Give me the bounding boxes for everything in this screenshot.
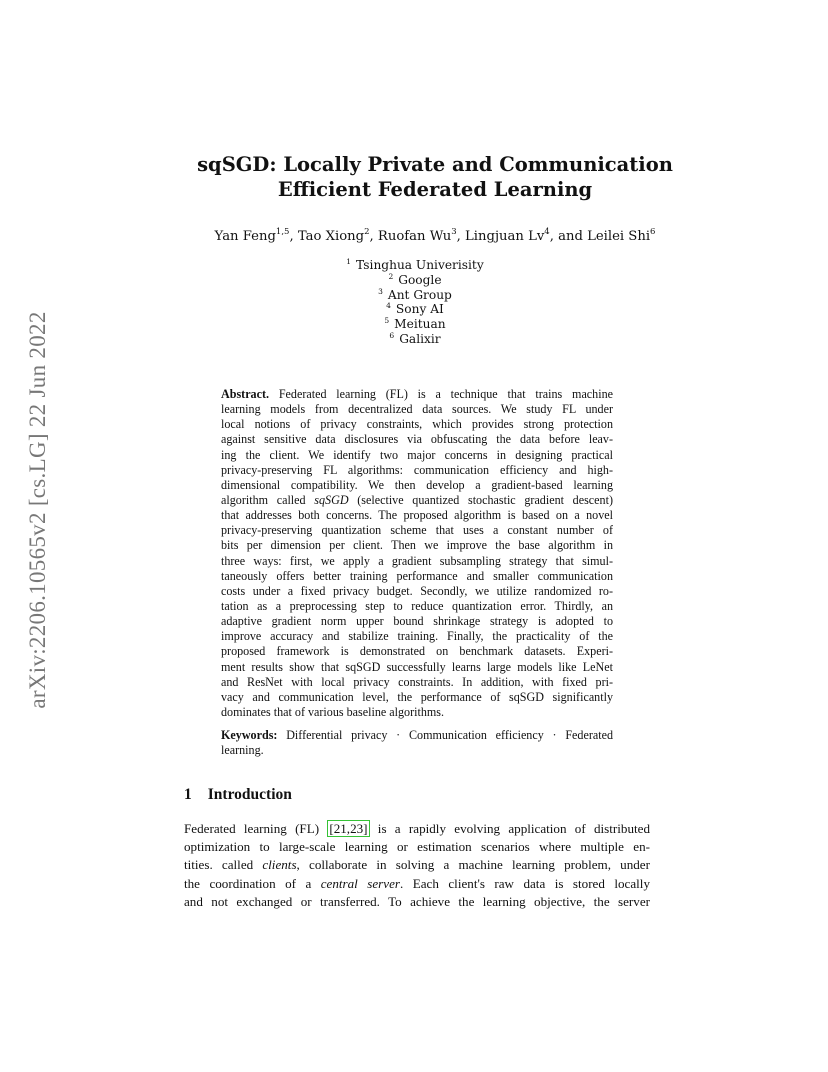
intro-line [184, 820, 650, 838]
keywords [221, 728, 613, 758]
affiliation [300, 317, 530, 332]
author-list [140, 229, 730, 244]
affiliation-name: Google [398, 272, 442, 287]
author-affil-mark: 6 [650, 227, 656, 237]
abstract-line: adaptive gradient norm upper bound shrinkage strategy is adopted to [221, 614, 613, 629]
affiliation-name: Tsinghua Univerisity [356, 258, 484, 272]
affiliation [300, 288, 530, 303]
section-title: Introduction [207, 786, 292, 803]
keywords-text: Differential privacy · Communication efficiency · Federated [277, 728, 613, 742]
abstract-line: proposed framework is demonstrated on benchmark datasets. Experi- [221, 644, 613, 659]
abstract-line: and ResNet with local privacy constraints. In addition, with fixed pri- [221, 674, 613, 689]
abstract-line [221, 387, 613, 402]
intro-text: is a rapidly evolving application of distributed [369, 821, 650, 836]
section-number: 1 [184, 786, 192, 803]
affiliation-name: Galixir [399, 331, 441, 346]
author-separator: , [289, 229, 298, 244]
keywords-label: Keywords: [221, 728, 278, 742]
abstract-line-text: Federated learning (FL) is a technique that trains machine [269, 387, 613, 401]
affiliation [300, 273, 530, 288]
abstract-line: against sensitive data disclosures via obfuscating the data before leav- [221, 432, 613, 447]
affiliation-number: 1 [346, 257, 352, 266]
intro-paragraph [184, 820, 650, 911]
author-affil-mark: 1,5 [275, 227, 290, 237]
intro-text: , collaborate in solving a machine learning problem, under [296, 857, 650, 873]
affiliation [300, 258, 530, 273]
citation-link[interactable]: [21,23] [329, 821, 368, 836]
affiliation-number: 2 [388, 271, 394, 281]
abstract-line: ing the client. We identify two major concerns in designing practical [221, 447, 613, 462]
intro-emphasis: central server [320, 875, 401, 891]
author-name: Lingjuan Lv [465, 229, 545, 244]
affiliation-name: Meituan [394, 317, 446, 332]
abstract-line: privacy-preserving FL algorithms: communication efficiency and high- [221, 462, 613, 477]
author-name: Leilei Shi [587, 229, 651, 244]
author-affil-mark: 2 [364, 227, 370, 237]
author-name: Yan Feng [214, 229, 276, 244]
abstract-line: three ways: first, we apply a gradient subsampling strategy that simul- [221, 553, 613, 568]
affiliation [300, 332, 530, 347]
affiliation-number: 6 [389, 330, 395, 340]
intro-emphasis: clients [262, 857, 297, 873]
affiliation [300, 302, 530, 317]
abstract-line: learning models from decentralized data sources. We study FL under [221, 402, 613, 417]
author-separator: , [369, 229, 378, 244]
abstract-line: bits per dimension per client. Then we improve the base algorithm in [221, 538, 613, 553]
abstract-line: algorithm called sqSGD (selective quantized stochastic gradient descent) [221, 492, 613, 507]
paper-title [150, 152, 720, 202]
author-name: Tao Xiong [297, 229, 365, 244]
abstract-line: dominates that of various baseline algorithms. [221, 704, 445, 719]
author-separator: , and [549, 229, 588, 244]
intro-text: . Each client's raw data is stored locally [400, 875, 650, 891]
intro-text: the coordination of a [184, 875, 321, 891]
author-affil-mark: 4 [544, 227, 550, 237]
abstract-line: ment results show that sqSGD successfully learns large models like LeNet [221, 659, 613, 674]
affiliation-number: 5 [384, 316, 390, 326]
abstract-line: improve accuracy and stabilize training. Finally, the practicality of the [221, 629, 613, 644]
affiliation-list [300, 258, 530, 347]
intro-text: Federated learning (FL) [184, 821, 328, 836]
author-name: Ruofan Wu [377, 229, 452, 244]
intro-line [184, 875, 650, 893]
title-line-1: sqSGD: Locally Private and Communication [197, 153, 673, 176]
abstract-line: that addresses both concerns. The proposed algorithm is based on a novel [221, 508, 613, 523]
abstract-line: local notions of privacy constraints, which provides strong protection [221, 417, 613, 432]
arxiv-side-identifier [18, 290, 58, 730]
intro-line: optimization to large-scale learning or estimation scenarios where multiple en- [184, 839, 650, 855]
abstract-line: dimensional compatibility. We then develop a gradient-based learning [221, 477, 613, 492]
keywords-line [221, 728, 613, 743]
intro-line [184, 856, 650, 874]
affiliation-number: 3 [378, 286, 383, 296]
affiliation-name: Sony AI [395, 302, 444, 317]
abstract-line: taneously offers better training performance and smaller communication [221, 568, 613, 583]
abstract-line: tation as a preprocessing step to reduce quantization error. Thirdly, an [221, 598, 613, 613]
author-affil-mark: 3 [451, 227, 457, 237]
arxiv-id-text: arXiv:2206.10565v2 [cs.LG] 22 Jun 2022 [25, 311, 50, 709]
intro-line: and not exchanged or transferred. To achieve the learning objective, the server [184, 893, 650, 909]
keywords-line: learning. [221, 743, 264, 758]
intro-text: tities. called [184, 857, 263, 873]
algorithm-name: sqSGD [314, 492, 349, 507]
section-heading [184, 786, 292, 804]
title-line-2: Efficient Federated Learning [277, 178, 593, 201]
abstract-line: costs under a fixed privacy budget. Secondly, we utilize randomized ro- [221, 583, 613, 598]
author-separator: , [456, 229, 466, 244]
abstract [221, 387, 613, 720]
abstract-line: vacy and communication level, the performance of sqSGD significantly [221, 689, 613, 704]
abstract-line: privacy-preserving quantization scheme that uses a constant number of [221, 523, 613, 538]
affiliation-number: 4 [386, 301, 391, 311]
abstract-label: Abstract. [221, 387, 270, 401]
affiliation-name: Ant Group [387, 287, 452, 302]
